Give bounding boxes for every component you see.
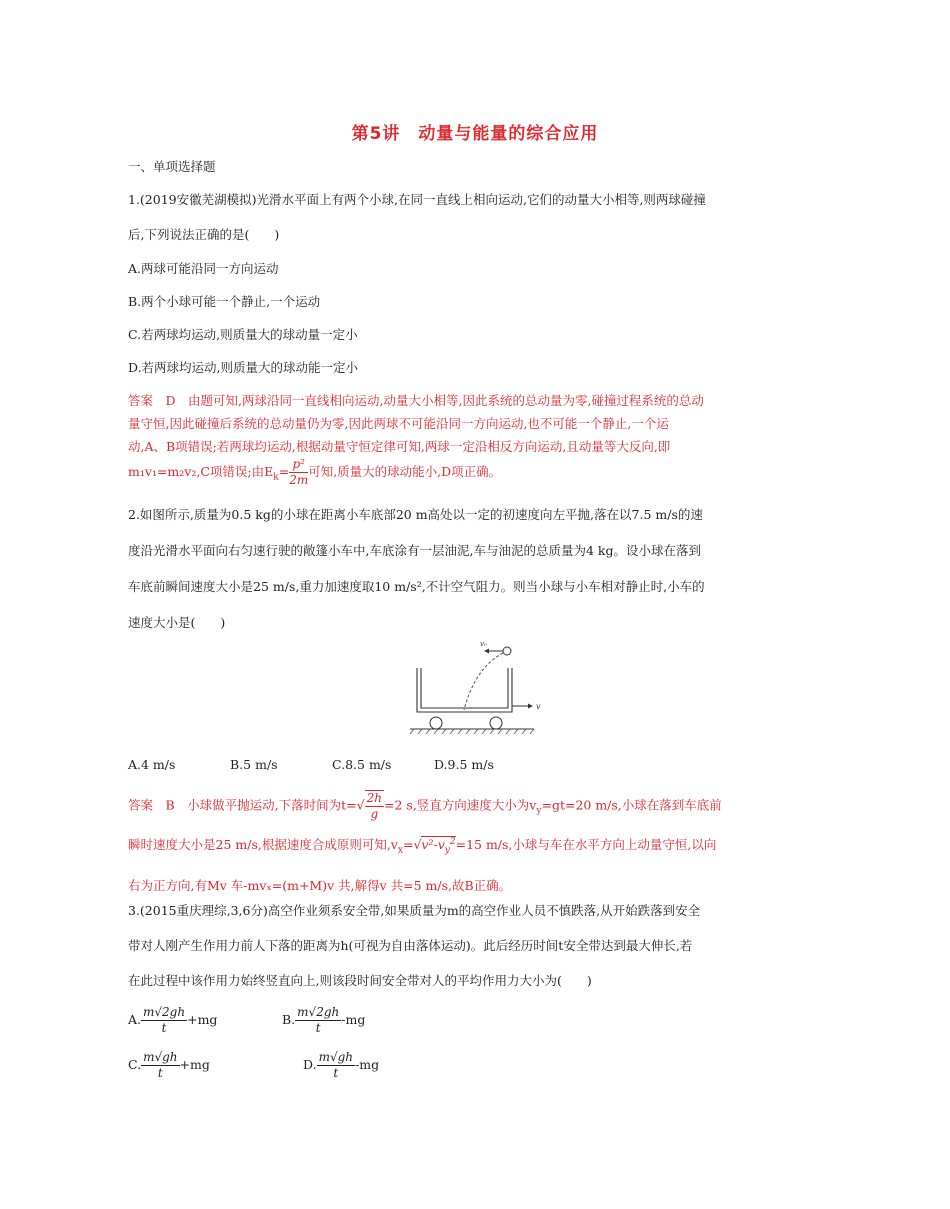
fraction-denominator: t: [161, 1021, 167, 1035]
q1-answer-line3: 动,A、B项错误;若两球均运动,根据动量守恒定律可知,两球一定沿相反方向运动,且动量等大反向,即: [128, 439, 671, 454]
option-label: A.: [128, 1012, 142, 1027]
time-fraction: [365, 790, 384, 822]
fraction-numerator: m√2gh: [297, 1005, 340, 1019]
fraction-numerator: m√gh: [318, 1050, 353, 1064]
option-label: C.: [128, 1057, 142, 1072]
option-fraction: [141, 1050, 179, 1081]
fraction-numerator: m√2gh: [143, 1005, 186, 1019]
q2-stem-line2: 度沿光滑水平面向右匀速行驶的敞篷小车中,车底涂有一层油泥,车与油泥的总质量为4 kg。设小球在落到: [128, 543, 701, 558]
q2-option-b: B.5 m/s: [230, 757, 278, 772]
q3-option-d: [303, 1050, 379, 1081]
section-heading: 一、单项选择题: [128, 159, 216, 174]
q2-stem-line3: 车底前瞬间速度大小是25 m/s,重力加速度取10 m/s²,不计空气阻力。则当小球与小车相对静止时,小车的: [128, 579, 705, 594]
q1-option-a: A.两球可能沿同一方向运动: [128, 261, 279, 276]
radicand: [421, 836, 456, 856]
trajectory-path: [464, 653, 503, 710]
q3-stem-line3: 在此过程中该作用力始终竖直向上,则该段时间安全带对人的平均作用力大小为( ): [128, 973, 592, 988]
page-title: 第5讲 动量与能量的综合应用: [351, 124, 599, 144]
sqrt-symbol: √: [413, 837, 422, 852]
q1-option-c: C.若两球均运动,则质量大的球动量一定小: [128, 327, 358, 342]
q1-answer-line1: 答案 D 由题可知,两球沿同一直线相向运动,动量大小相等,因此系统的总动量为零,碰撞过程系统的总动: [128, 393, 704, 408]
cart-wheel-right: [490, 717, 502, 729]
q2-answer-line2: [128, 835, 716, 856]
option-fraction: [141, 1005, 187, 1036]
v-label: v: [536, 702, 541, 711]
q3-stem-line2: 带对人刚产生作用力前人下落的距离为h(可视为自由落体运动)。此后经历时间t安全带达到最大伸长,若: [128, 938, 693, 953]
q3-option-b: [282, 1005, 365, 1036]
q1-answer-line4: [128, 457, 501, 488]
radicand-superscript: 2: [449, 836, 456, 847]
cart-projectile-figure: [400, 638, 560, 738]
q3-option-c: [128, 1050, 210, 1081]
q2-stem-line1: 2.如图所示,质量为0.5 kg的小球在距离小车底部20 m高处以一定的初速度向左平抛,落在以7.5 m/s的速: [128, 507, 703, 522]
option-tail: -mg: [341, 1012, 366, 1027]
option-tail: +mg: [179, 1057, 210, 1072]
q1-stem-line2: 后,下列说法正确的是( ): [128, 227, 280, 242]
fraction-numerator: 2h: [366, 791, 383, 805]
option-fraction: [317, 1050, 355, 1081]
radicand-text: v²-v: [421, 837, 445, 852]
q2-answer-line1: [128, 790, 722, 822]
option-tail: +mg: [187, 1012, 218, 1027]
option-label: B.: [282, 1012, 296, 1027]
sqrt-symbol: √: [356, 797, 365, 813]
q1-stem-line1: 1.(2019安徽芜湖模拟)光滑水平面上有两个小球,在同一直线上相向运动,它们的动量大小相等,则两球碰撞: [128, 192, 706, 207]
q2-stem-line4: 速度大小是( ): [128, 615, 226, 630]
q1-option-d: D.若两球均运动,则质量大的球动能一定小: [128, 360, 359, 375]
fraction-denominator: t: [333, 1066, 339, 1080]
v0-label: v₀: [480, 640, 487, 648]
fraction-numerator: p²: [289, 457, 308, 473]
option-label: D.: [303, 1057, 317, 1072]
fraction-denominator: 2m: [289, 473, 309, 487]
cart-body: [417, 668, 512, 712]
fraction-denominator: t: [315, 1021, 321, 1035]
option-tail: -mg: [355, 1057, 380, 1072]
q2-option-a: A.4 m/s: [128, 757, 176, 772]
vx-subscript: x: [397, 845, 403, 856]
q2-answer-line2-start: 瞬时速度大小是25 m/s,根据速度合成原则可知,v: [128, 837, 398, 852]
q2-answer-line1-start: 答案 B 小球做平抛运动,下落时间为t=: [128, 797, 357, 813]
q2-option-d: D.9.5 m/s: [434, 757, 494, 772]
equals-sign: =: [402, 837, 414, 852]
q1-answer-line4-end: 可知,质量大的球动能小,D项正确。: [308, 464, 502, 479]
ek-subscript: k: [273, 472, 279, 483]
radicand-subscript: y: [444, 845, 450, 856]
equals-sign: =: [278, 464, 290, 479]
fraction-denominator: g: [370, 807, 379, 821]
q2-options: [128, 757, 494, 772]
q2-option-c: C.8.5 m/s: [332, 757, 392, 772]
q3-stem-line1: 3.(2015重庆理综,3,6分)高空作业须系安全带,如果质量为m的高空作业人员不慎跌落,从开始跌落到安全: [128, 903, 701, 918]
option-fraction: [295, 1005, 341, 1036]
q1-option-b: B.两个小球可能一个静止,一个运动: [128, 294, 321, 309]
q2-answer-line1-mid: =2 s,竖直方向速度大小为v: [384, 797, 537, 813]
q3-option-a: [128, 1005, 217, 1036]
kinetic-energy-fraction: [289, 457, 308, 488]
q1-answer-line4-start: m₁v₁=m₂v₂,C项错误;由E: [128, 464, 274, 479]
fraction-denominator: t: [157, 1066, 163, 1080]
cart-wheel-left: [430, 717, 442, 729]
q2-answer-line2-end: =15 m/s,小球与车在水平方向上动量守恒,以向: [455, 837, 717, 852]
fraction-numerator: m√gh: [143, 1050, 178, 1064]
ball-icon: [503, 647, 511, 655]
ground-hatching: [410, 729, 534, 734]
q2-answer-line3: 右为正方向,有Mv 车-mvₓ=(m+M)v 共,解得v 共=5 m/s,故B正确。: [128, 878, 512, 893]
q1-answer-line2: 量守恒,因此碰撞后系统的总动量仍为零,因此两球不可能沿同一方向运动,也不可能一个静止,一个运: [128, 416, 669, 431]
q2-answer-line1-end: =gt=20 m/s,小球在落到车底前: [541, 797, 722, 813]
vy-subscript: y: [536, 806, 542, 816]
